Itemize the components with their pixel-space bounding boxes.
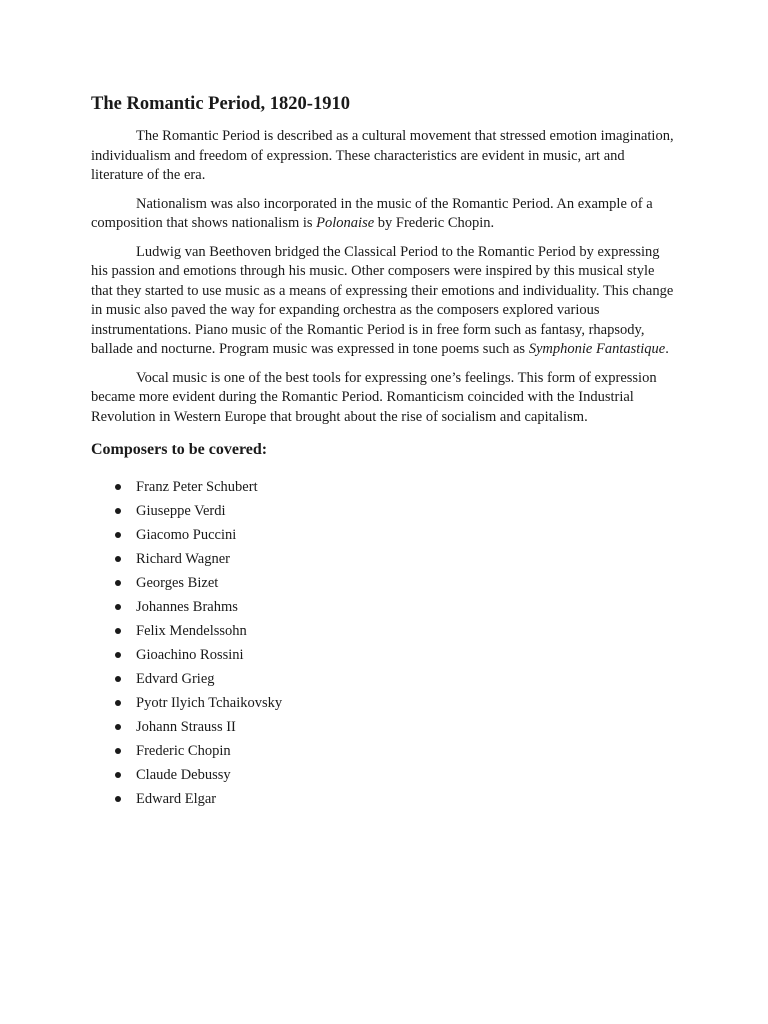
list-item [91,571,676,595]
bullet-icon [115,484,121,490]
composer-name: Richard Wagner [136,551,230,567]
composer-list [91,475,676,811]
bullet-icon [115,604,121,610]
list-item [91,619,676,643]
composer-name: Georges Bizet [136,575,219,591]
bullet-icon [115,796,121,802]
paragraph-text: by Frederic Chopin. [374,215,495,231]
list-item [91,691,676,715]
bullet-icon [115,532,121,538]
bullet-icon [115,580,121,586]
italic-title-text: Symphonie Fantastique [528,341,666,357]
document-page [91,92,676,811]
document-title: The Romantic Period, 1820-1910 [91,94,350,114]
list-item [91,547,676,571]
list-item [91,499,676,523]
list-item [91,787,676,811]
composer-name: Edward Elgar [136,791,217,807]
list-item [91,715,676,739]
composer-name: Johann Strauss II [136,719,236,735]
list-item [91,763,676,787]
paragraph-text: The Romantic Period is described as a cultural movement that stressed emotion imagination, individualism and freedom of expression. These characteristics are evident in music, art and literature of the era. [91,128,674,183]
list-item [91,667,676,691]
composer-name: Johannes Brahms [136,599,238,615]
bullet-icon [115,772,121,778]
bullet-icon [115,676,121,682]
bullet-icon [115,508,121,514]
composer-name: Franz Peter Schubert [136,479,258,495]
bullet-icon [115,628,121,634]
paragraph-3 [91,243,676,360]
composer-name: Claude Debussy [136,767,231,783]
paragraph-2 [91,195,676,234]
composer-name: Felix Mendelssohn [136,623,247,639]
list-item [91,595,676,619]
bullet-icon [115,724,121,730]
italic-title-text: Polonaise [316,215,375,231]
composer-name: Giuseppe Verdi [136,503,226,519]
bullet-icon [115,556,121,562]
paragraph-4 [91,369,676,428]
composer-name: Gioachino Rossini [136,647,244,663]
bullet-icon [115,748,121,754]
composer-name: Pyotr Ilyich Tchaikovsky [136,695,283,711]
paragraph-text: Nationalism was also incorporated in the music of the Romantic Period. An example of a composition that shows nationalism is [91,195,653,231]
composer-name: Giacomo Puccini [136,527,237,543]
bullet-icon [115,700,121,706]
list-item [91,475,676,499]
list-item [91,739,676,763]
body-text [91,127,676,427]
bullet-icon [115,652,121,658]
paragraph-text: Ludwig van Beethoven bridged the Classical Period to the Romantic Period by expressing his passion and emotions through his music. Other composers were inspired by this musical style that they started to use music as a means of expressing their emotions and individuality. This change in music also paved the way for expanding orchestra as the composers explored various instrumentations. Piano music of the Romantic Period is in free form such as fantasy, rhapsody, ballade and nocturne. Program music was expressed in tone poems such as [91,243,674,357]
list-item [91,643,676,667]
composer-name: Edvard Grieg [136,671,215,687]
section-heading: Composers to be covered: [91,441,268,458]
paragraph-1 [91,127,676,186]
composer-name: Frederic Chopin [136,743,231,759]
paragraph-text: . [665,341,669,357]
list-item [91,523,676,547]
paragraph-text: Vocal music is one of the best tools for expressing one’s feelings. This form of expression became more evident during the Romantic Period. Romanticism coincided with the Industrial Revolution in Western Europe that brought about the rise of socialism and capitalism. [91,369,657,425]
